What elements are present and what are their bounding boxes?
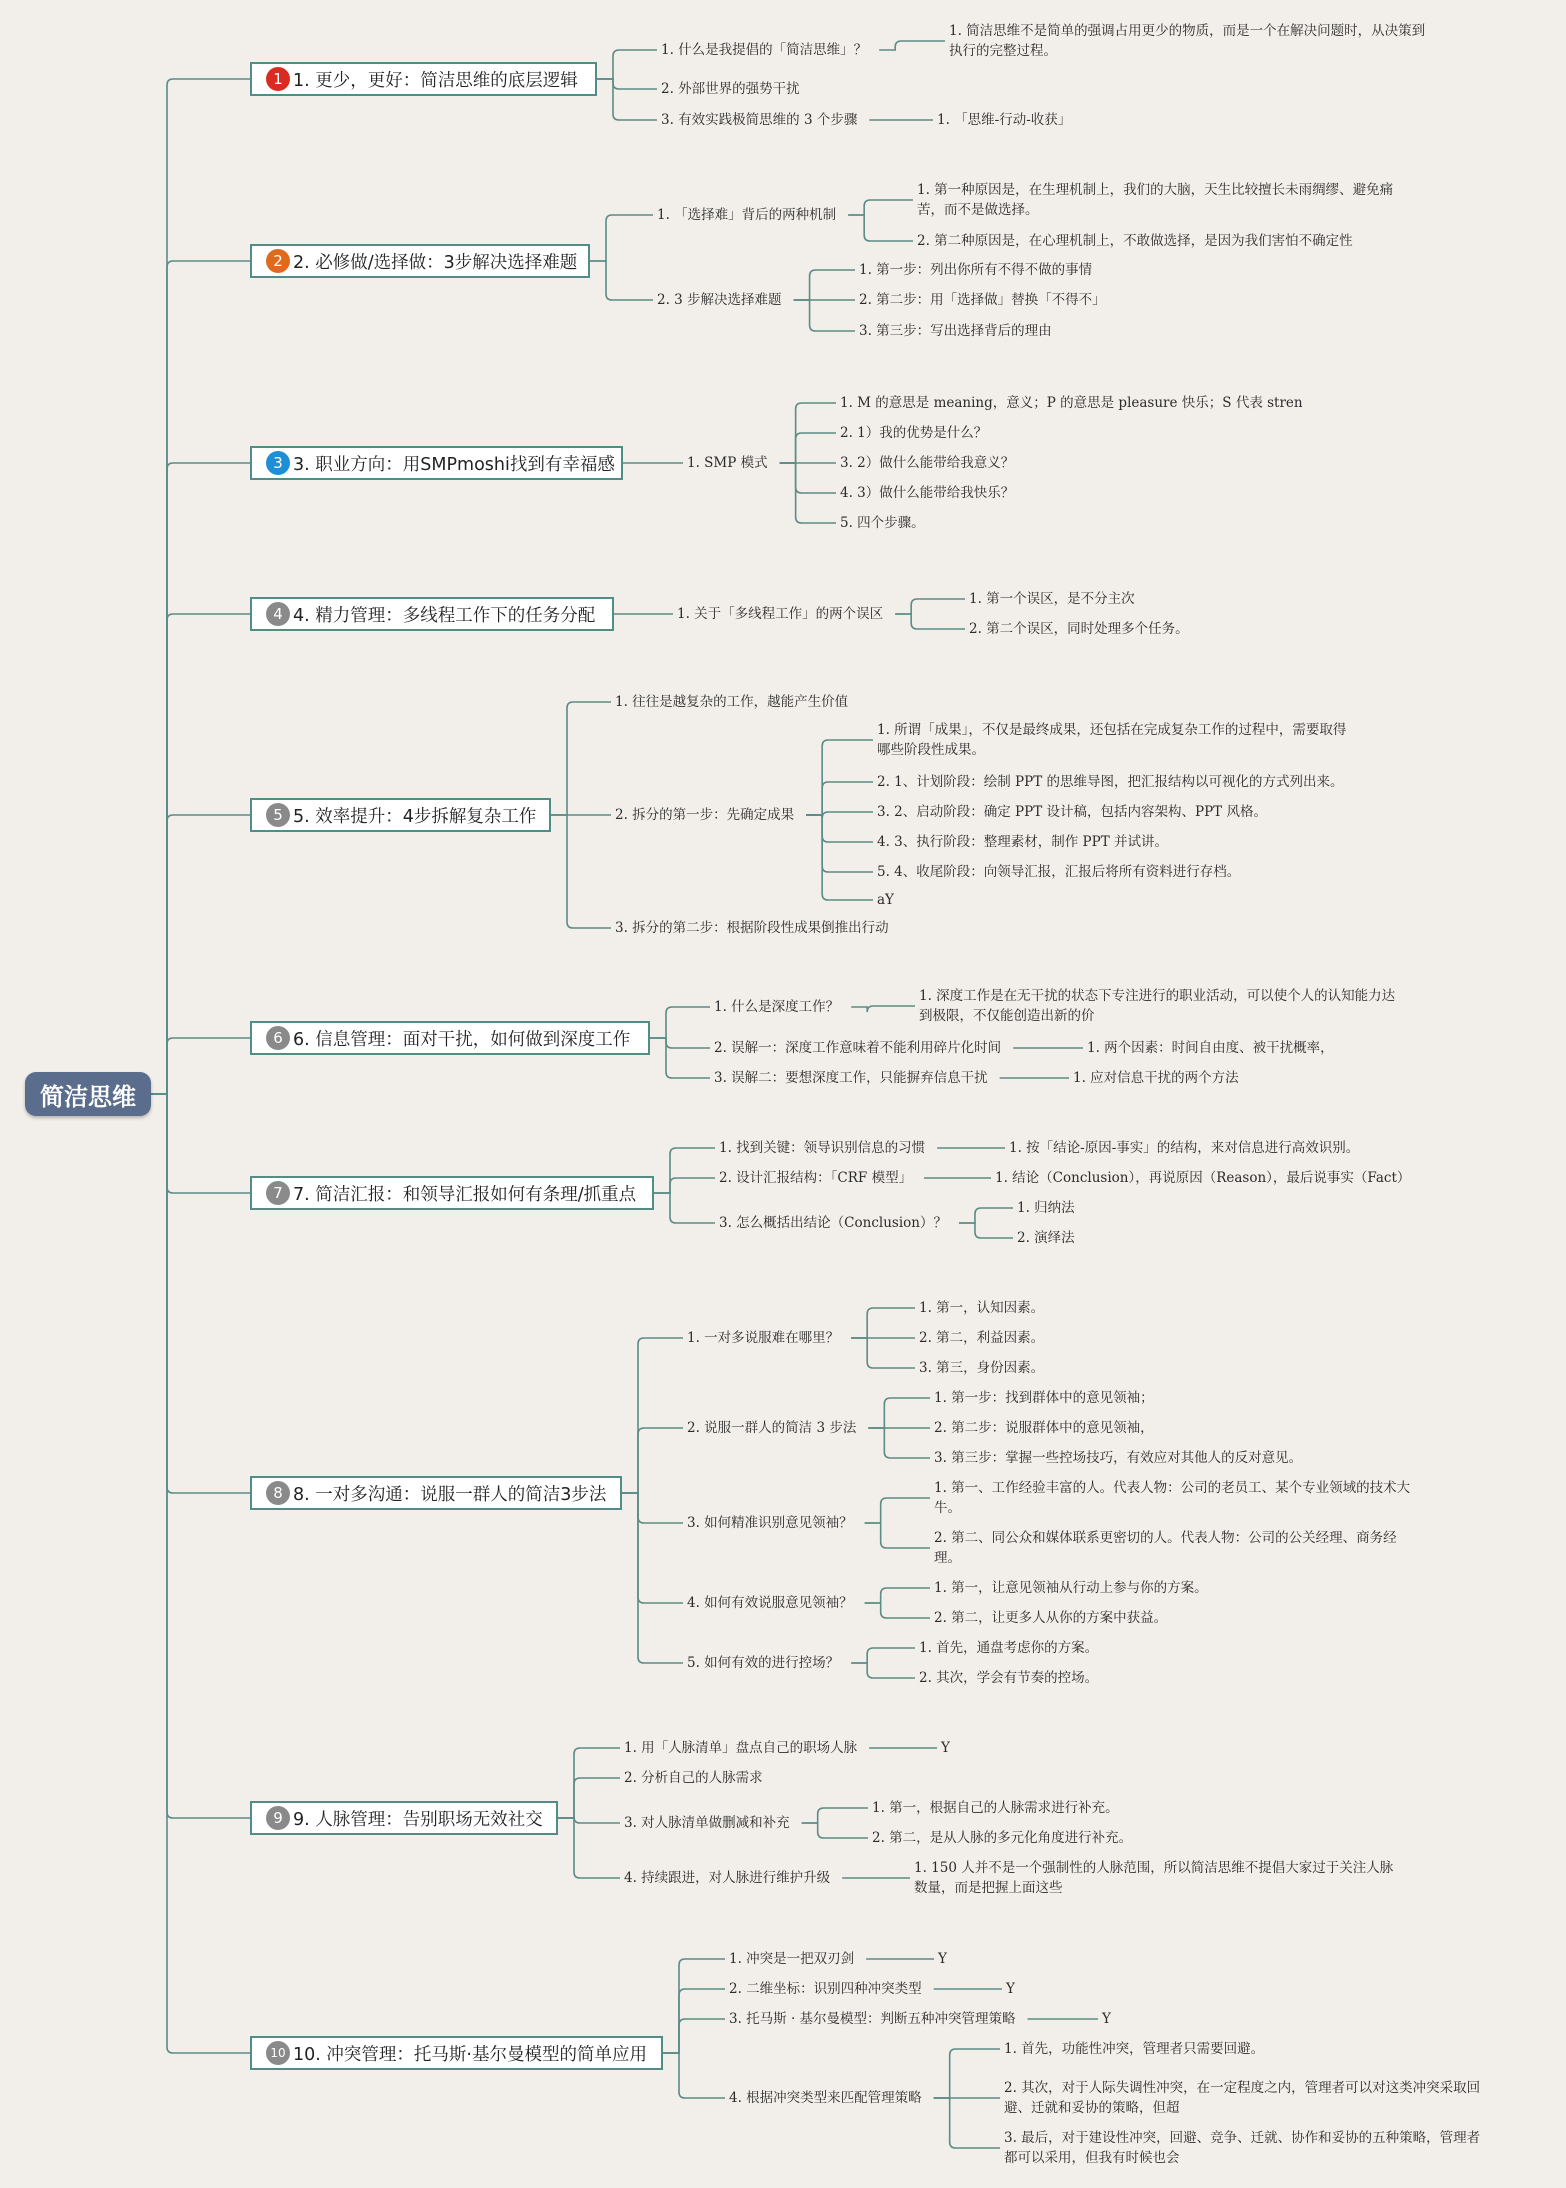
subtopic[interactable] — [653, 290, 786, 310]
subtopic-line: 3. 误解二：要想深度工作，只能摒弃信息干扰 — [714, 1070, 988, 1086]
topic-title: 4. 精力管理：多线程工作下的任务分配 — [293, 605, 596, 626]
subtopic[interactable] — [673, 604, 887, 624]
leaf-topic[interactable] — [1069, 1068, 1243, 1088]
topic-title: 2. 必修做/选择做：3步解决选择难题 — [293, 252, 578, 273]
leaf-topic-line: 哪些阶段性成果。 — [877, 742, 985, 758]
topic-title: 5. 效率提升：4步拆解复杂工作 — [293, 806, 537, 827]
subtopic[interactable] — [683, 1513, 857, 1533]
number-badge-icon: 2 — [266, 249, 290, 273]
leaf-topic-line: 数量，而是把握上面这些 — [914, 1880, 1063, 1896]
leaf-topic-line: 1. 首先，通盘考虑你的方案。 — [919, 1640, 1099, 1656]
subtopic-line: 1. 用「人脉清单」盘点自己的职场人脉 — [624, 1740, 858, 1756]
subtopic-line: 2. 外部世界的强势干扰 — [661, 81, 800, 97]
leaf-topic-line: 2. 第二种原因是，在心理机制上，不敢做选择，是因为我们害怕不确定性 — [917, 233, 1353, 249]
leaf-topic-line: 1. 归纳法 — [1017, 1200, 1075, 1216]
subtopic[interactable] — [683, 453, 772, 473]
leaf-topic[interactable] — [868, 1828, 1136, 1848]
leaf-topic-line: Y — [941, 1740, 950, 1756]
leaf-topic[interactable] — [930, 1418, 1158, 1438]
leaf-topic-line: 1. 第一个误区，是不分主次 — [969, 591, 1135, 607]
connector-line — [151, 1094, 250, 1818]
leaf-topic[interactable] — [930, 1608, 1171, 1628]
subtopic-line: 3. 托马斯 · 基尔曼模型：判断五种冲突管理策略 — [729, 2011, 1016, 2027]
subtopic-line: 2. 说服一群人的简洁 3 步法 — [687, 1420, 857, 1436]
leaf-topic[interactable] — [965, 589, 1139, 609]
subtopic-line: 2. 设计汇报结构：「CRF 模型」 — [719, 1170, 913, 1186]
subtopic[interactable] — [710, 1068, 992, 1088]
leaf-topic[interactable] — [930, 1388, 1158, 1408]
leaf-topic-line: 2. 第二，让更多人从你的方案中获益。 — [934, 1610, 1168, 1626]
leaf-topic[interactable] — [873, 772, 1348, 792]
subtopic[interactable] — [620, 1768, 767, 1788]
leaf-topic[interactable] — [873, 802, 1271, 822]
leaf-topic[interactable] — [965, 619, 1193, 639]
subtopic-line: 2. 拆分的第一步：先确定成果 — [615, 807, 795, 823]
leaf-topic-line: 1. 150 人并不是一个强制性的人脉范围，所以简洁思维不提倡大家过于关注人脉 — [914, 1860, 1394, 1876]
number-badge-icon: 7 — [266, 1181, 290, 1205]
leaf-topic[interactable] — [915, 1328, 1048, 1348]
leaf-topic[interactable] — [1013, 1198, 1079, 1218]
subtopic-line: 5. 如何有效的进行控场？ — [687, 1655, 840, 1671]
connector-line — [865, 1588, 930, 1603]
leaf-topic-line: 3. 最后，对于建设性冲突，回避、竞争、迁就、协作和妥协的五种策略，管理者 — [1004, 2130, 1481, 2146]
subtopic-line: 2. 二维坐标：识别四种冲突类型 — [729, 1981, 922, 1997]
subtopic[interactable] — [715, 1213, 951, 1233]
leaf-topic[interactable] — [930, 1478, 1414, 1518]
connector-line — [650, 1007, 710, 1038]
leaf-topic-line: 1. 深度工作是在无干扰的状态下专注进行的职业活动，可以使个人的认知能力达 — [919, 988, 1396, 1004]
leaf-topic[interactable] — [937, 1738, 954, 1758]
number-badge-icon: 5 — [266, 803, 290, 827]
leaf-topic-line: aY — [877, 892, 894, 908]
subtopic-line: 1. 什么是我提倡的「简洁思维」？ — [661, 42, 868, 58]
leaf-topic-line: 2. 第二步：用「选择做」替换「不得不」 — [859, 292, 1106, 308]
leaf-topic-line: 理。 — [934, 1550, 961, 1566]
subtopic-line: 2. 3 步解决选择难题 — [657, 292, 782, 308]
connector-line — [868, 1398, 930, 1428]
leaf-topic[interactable] — [868, 1798, 1123, 1818]
leaf-topic[interactable] — [913, 180, 1397, 220]
connector-line — [851, 1338, 915, 1368]
subtopic-line: 4. 持续跟进，对人脉进行维护升级 — [624, 1870, 831, 1886]
number-badge-icon: 1 — [266, 67, 290, 91]
leaf-topic-line: 2. 其次，学会有节奏的控场。 — [919, 1670, 1099, 1686]
connector-line — [622, 1493, 683, 1663]
subtopic[interactable] — [657, 79, 804, 99]
leaf-topic[interactable] — [836, 513, 929, 533]
connector-line — [895, 614, 965, 629]
leaf-topic-line: 2. 第二步：说服群体中的意见领袖， — [934, 1420, 1154, 1436]
subtopic-line: 3. 对人脉清单做删减和补充 — [624, 1815, 790, 1831]
leaf-topic-line: 都可以采用，但我有时候也会 — [1004, 2150, 1180, 2166]
leaf-topic-line: 3. 第三，身份因素。 — [919, 1360, 1045, 1376]
connector-line — [590, 261, 653, 300]
connector-line — [597, 79, 657, 89]
connector-line — [848, 215, 913, 241]
subtopic[interactable] — [611, 805, 798, 825]
subtopic-line: 2. 分析自己的人脉需求 — [624, 1770, 763, 1786]
connector-line — [851, 1663, 915, 1678]
leaf-topic-line: 3. 2）做什么能带给我意义？ — [840, 455, 1015, 471]
connector-line — [558, 1748, 620, 1818]
leaf-topic[interactable] — [855, 321, 1056, 341]
connector-line — [558, 1778, 620, 1818]
connector-line — [551, 815, 611, 928]
topic-10[interactable] — [250, 2036, 663, 2070]
connector-line — [865, 1498, 930, 1523]
leaf-topic[interactable] — [855, 290, 1110, 310]
leaf-topic-line: 2. 其次，对于人际失调性冲突，在一定程度之内，管理者可以对这类冲突采取回 — [1004, 2080, 1481, 2096]
subtopic[interactable] — [725, 2088, 926, 2108]
leaf-topic[interactable] — [836, 453, 1018, 473]
leaf-topic-line: 5. 4、收尾阶段：向领导汇报，汇报后将所有资料进行存档。 — [877, 864, 1241, 880]
topic-9[interactable] — [250, 1801, 558, 1835]
subtopic-line: 4. 如何有效说服意见领袖？ — [687, 1595, 853, 1611]
leaf-topic-line: 2. 第二、同公众和媒体联系更密切的人。代表人物：公司的公关经理、商务经 — [934, 1530, 1397, 1546]
number-badge-icon: 4 — [266, 602, 290, 626]
leaf-topic[interactable] — [1098, 2009, 1115, 2029]
leaf-topic-line: 3. 第三步：写出选择背后的理由 — [859, 323, 1052, 339]
subtopic-line: 3. 如何精准识别意见领袖？ — [687, 1515, 853, 1531]
leaf-topic-line: 1. 第一，让意见领袖从行动上参与你的方案。 — [934, 1580, 1208, 1596]
leaf-topic[interactable] — [915, 1358, 1048, 1378]
leaf-topic[interactable] — [1000, 2078, 1484, 2118]
leaf-topic[interactable] — [1000, 2128, 1484, 2168]
leaf-topic[interactable] — [1005, 1138, 1363, 1158]
leaf-topic-line: 1. 「思维-行动-收获」 — [937, 112, 1072, 128]
leaf-topic[interactable] — [991, 1168, 1414, 1188]
leaf-topic-line: 执行的完整过程。 — [949, 43, 1057, 59]
leaf-topic-line: 3. 2、启动阶段：确定 PPT 设计稿，包括内容架构、PPT 风格。 — [877, 804, 1267, 820]
subtopic-line: 3. 怎么概括出结论（Conclusion）？ — [719, 1215, 947, 1231]
connector-line — [654, 1178, 715, 1193]
subtopic-line: 3. 有效实践极简思维的 3 个步骤 — [661, 112, 858, 128]
leaf-topic[interactable] — [915, 1668, 1102, 1688]
leaf-topic[interactable] — [913, 231, 1357, 251]
leaf-topic-line: Y — [1006, 1981, 1015, 1997]
leaf-topic[interactable] — [836, 393, 1307, 413]
connector-line — [151, 614, 250, 1094]
connector-line — [663, 2019, 725, 2053]
connector-line — [780, 433, 836, 463]
leaf-topic[interactable] — [873, 890, 898, 910]
leaf-topic[interactable] — [945, 21, 1429, 61]
subtopic-line: 4. 根据冲突类型来匹配管理策略 — [729, 2090, 922, 2106]
leaf-topic-line: 避、迁就和妥协的策略，但超 — [1004, 2100, 1180, 2116]
leaf-topic[interactable] — [930, 1528, 1401, 1568]
leaf-topic-line: 苦，而不是做选择。 — [917, 202, 1039, 218]
connector-line — [597, 79, 657, 120]
topic-title: 9. 人脉管理：告别职场无效社交 — [293, 1809, 543, 1830]
subtopic[interactable] — [710, 997, 843, 1017]
connector-line — [865, 1603, 930, 1618]
connector-line — [802, 1808, 868, 1823]
connector-line — [663, 2053, 725, 2098]
topic-1[interactable] — [250, 62, 597, 96]
number-badge-icon: 10 — [266, 2041, 290, 2065]
leaf-topic[interactable] — [915, 1638, 1102, 1658]
subtopic[interactable] — [657, 40, 871, 60]
leaf-topic[interactable] — [836, 423, 991, 443]
subtopic-line: 1. 往往是越复杂的工作，越能产生价值 — [615, 694, 849, 710]
leaf-topic-line: 2. 第二，利益因素。 — [919, 1330, 1045, 1346]
number-badge-icon: 9 — [266, 1806, 290, 1830]
number-badge-icon: 8 — [266, 1481, 290, 1505]
leaf-topic-line: 1. M 的意思是 meaning，意义；P 的意思是 pleasure 快乐；S 代表 stren — [840, 395, 1303, 411]
subtopic-line: 3. 拆分的第二步：根据阶段性成果倒推出行动 — [615, 920, 889, 936]
connector-line — [806, 815, 873, 842]
root-topic[interactable]: 简洁思维 — [25, 1072, 151, 1116]
leaf-topic-line: 1. 第一，根据自己的人脉需求进行补充。 — [872, 1800, 1119, 1816]
leaf-topic[interactable] — [915, 986, 1399, 1026]
subtopic[interactable] — [620, 1813, 794, 1833]
subtopic[interactable] — [715, 1168, 916, 1188]
leaf-topic-line: 4. 3、执行阶段：整理素材，制作 PPT 并试讲。 — [877, 834, 1169, 850]
topic-title: 1. 更少，更好：简洁思维的底层逻辑 — [293, 70, 578, 91]
leaf-topic[interactable] — [855, 260, 1096, 280]
connector-line — [802, 1823, 868, 1838]
topic-5[interactable] — [250, 798, 551, 832]
subtopic[interactable] — [611, 918, 893, 938]
number-badge-icon: 6 — [266, 1026, 290, 1050]
topic-4[interactable] — [250, 597, 614, 631]
leaf-topic-line: 5. 四个步骤。 — [840, 515, 925, 531]
leaf-topic[interactable] — [934, 1949, 951, 1969]
connector-line — [934, 2049, 1000, 2098]
leaf-topic-line: 1. 所谓「成果」，不仅是最终成果，还包括在完成复杂工作的过程中，需要取得 — [877, 722, 1347, 738]
connector-line — [794, 300, 855, 331]
leaf-topic-line: 2. 1、计划阶段：绘制 PPT 的思维导图，把汇报结构以可视化的方式列出来。 — [877, 774, 1344, 790]
leaf-topic-line: 牛。 — [934, 1500, 961, 1516]
leaf-topic[interactable] — [1000, 2039, 1268, 2059]
connector-line — [558, 1818, 620, 1878]
connector-line — [151, 1038, 250, 1094]
connector-line — [622, 1493, 683, 1523]
connector-line — [895, 599, 965, 614]
leaf-topic-line: 1. 应对信息干扰的两个方法 — [1073, 1070, 1239, 1086]
connector-line — [590, 215, 653, 261]
subtopic-line: 1. SMP 模式 — [687, 455, 768, 471]
connector-line — [959, 1208, 1013, 1223]
connector-line — [865, 1523, 930, 1548]
connector-line — [650, 1038, 710, 1048]
connector-line — [806, 782, 873, 815]
topic-title: 10. 冲突管理：托马斯·基尔曼模型的简单应用 — [293, 2044, 647, 2065]
leaf-topic-line: 到极限，不仅能创造出新的价 — [919, 1008, 1095, 1024]
connector-line — [780, 463, 836, 493]
leaf-topic-line: 1. 简洁思维不是简单的强调占用更少的物质，而是一个在解决问题时，从决策到 — [949, 23, 1426, 39]
leaf-topic-line: 2. 第二，是从人脉的多元化角度进行补充。 — [872, 1830, 1133, 1846]
leaf-topic-line: 2. 第二个误区，同时处理多个任务。 — [969, 621, 1189, 637]
leaf-topic[interactable] — [930, 1578, 1212, 1598]
connector-line — [806, 815, 873, 872]
connector-line — [151, 1094, 250, 1493]
subtopic[interactable] — [653, 205, 840, 225]
subtopic[interactable] — [715, 1138, 929, 1158]
subtopic[interactable] — [725, 1949, 858, 1969]
leaf-topic-line: 1. 第一种原因是，在生理机制上，我们的大脑，天生比较擅长未雨绸缪、避免痛 — [917, 182, 1394, 198]
subtopic[interactable] — [683, 1593, 857, 1613]
subtopic-line: 1. 「选择难」背后的两种机制 — [657, 207, 837, 223]
subtopic[interactable] — [611, 692, 852, 712]
subtopic-line: 2. 误解一：深度工作意味着不能利用碎片化时间 — [714, 1040, 1002, 1056]
connector-line — [151, 463, 250, 1094]
subtopic[interactable] — [620, 1738, 861, 1758]
topic-3[interactable] — [250, 446, 623, 480]
connector-line — [151, 1094, 250, 1193]
connector-line — [934, 2098, 1000, 2148]
leaf-topic[interactable] — [836, 483, 1018, 503]
connector-line — [806, 740, 873, 815]
subtopic[interactable] — [683, 1653, 843, 1673]
leaf-topic-line: 1. 第一、工作经验丰富的人。代表人物：公司的老员工、某个专业领域的技术大 — [934, 1480, 1411, 1496]
leaf-topic-line: Y — [938, 1951, 947, 1967]
connector-line — [551, 702, 611, 815]
subtopic[interactable] — [657, 110, 861, 130]
topic-title: 3. 职业方向：用SMPmoshi找到有幸福感 — [293, 454, 615, 475]
subtopic-line: 1. 一对多说服难在哪里？ — [687, 1330, 840, 1346]
subtopic-line: 1. 关于「多线程工作」的两个误区 — [677, 606, 884, 622]
connector-line — [151, 261, 250, 1094]
leaf-topic[interactable] — [915, 1298, 1048, 1318]
leaf-topic[interactable] — [873, 832, 1172, 852]
leaf-topic[interactable] — [1013, 1228, 1079, 1248]
connector-line — [597, 50, 657, 79]
connector-line — [851, 1006, 915, 1012]
leaf-topic-line: 1. 按「结论-原因-事实」的结构，来对信息进行高效识别。 — [1009, 1140, 1360, 1156]
connector-line — [959, 1223, 1013, 1238]
connector-line — [663, 1989, 725, 2053]
connector-line — [622, 1338, 683, 1493]
connector-line — [151, 1094, 250, 2053]
leaf-topic-line: 1. 第一，认知因素。 — [919, 1300, 1045, 1316]
connector-line — [151, 815, 250, 1094]
topic-title: 8. 一对多沟通：说服一群人的简洁3步法 — [293, 1484, 607, 1505]
connector-line — [794, 270, 855, 300]
topic-title: 7. 简洁汇报：和领导汇报如何有条理/抓重点 — [293, 1184, 637, 1205]
leaf-topic[interactable] — [873, 720, 1350, 760]
leaf-topic-line: 4. 3）做什么能带给我快乐？ — [840, 485, 1015, 501]
subtopic[interactable] — [683, 1418, 860, 1438]
topic-7[interactable] — [250, 1176, 654, 1210]
connector-line — [663, 1959, 725, 2053]
connector-line — [654, 1148, 715, 1193]
topic-6[interactable] — [250, 1021, 650, 1055]
subtopic[interactable] — [620, 1868, 834, 1888]
connector-line — [622, 1493, 683, 1603]
leaf-topic-line: 1. 首先，功能性冲突，管理者只需要回避。 — [1004, 2041, 1265, 2057]
connector-line — [851, 1308, 915, 1338]
connector-line — [879, 41, 945, 50]
subtopic-line: 1. 冲突是一把双刃剑 — [729, 1951, 855, 1967]
subtopic[interactable] — [725, 2009, 1020, 2029]
subtopic[interactable] — [710, 1038, 1005, 1058]
connector-line — [622, 1428, 683, 1493]
leaf-topic-line: 1. 两个因素：时间自由度、被干扰概率， — [1087, 1040, 1334, 1056]
leaf-topic-line: 1. 第一步：找到群体中的意见领袖； — [934, 1390, 1154, 1406]
leaf-topic[interactable] — [873, 862, 1244, 882]
subtopic[interactable] — [725, 1979, 926, 1999]
leaf-topic-line: 3. 第三步：掌握一些控场技巧，有效应对其他人的反对意见。 — [934, 1450, 1303, 1466]
leaf-topic[interactable] — [930, 1448, 1306, 1468]
leaf-topic[interactable] — [933, 110, 1075, 130]
subtopic[interactable] — [683, 1328, 843, 1348]
leaf-topic[interactable] — [1083, 1038, 1338, 1058]
connector-line — [654, 1193, 715, 1223]
connector-line — [868, 1428, 930, 1458]
number-badge-icon: 3 — [266, 451, 290, 475]
subtopic-line: 1. 找到关键：领导识别信息的习惯 — [719, 1140, 926, 1156]
connector-line — [806, 815, 873, 900]
connector-line — [851, 1648, 915, 1663]
connector-line — [151, 79, 250, 1094]
leaf-topic[interactable] — [910, 1858, 1397, 1898]
connector-line — [848, 200, 913, 215]
topic-title: 6. 信息管理：面对干扰，如何做到深度工作 — [293, 1029, 631, 1050]
leaf-topic-line: 2. 1）我的优势是什么？ — [840, 425, 988, 441]
topic-2[interactable] — [250, 244, 590, 278]
leaf-topic[interactable] — [1002, 1979, 1019, 1999]
leaf-topic-line: 2. 演绎法 — [1017, 1230, 1075, 1246]
leaf-topic-line: 1. 第一步：列出你所有不得不做的事情 — [859, 262, 1093, 278]
topic-8[interactable] — [250, 1476, 622, 1510]
leaf-topic-line: 1. 结论（Conclusion），再说原因（Reason），最后说事实（Fact） — [995, 1170, 1411, 1186]
leaf-topic-line: Y — [1102, 2011, 1111, 2027]
subtopic-line: 1. 什么是深度工作？ — [714, 999, 840, 1015]
connector-line — [650, 1038, 710, 1078]
